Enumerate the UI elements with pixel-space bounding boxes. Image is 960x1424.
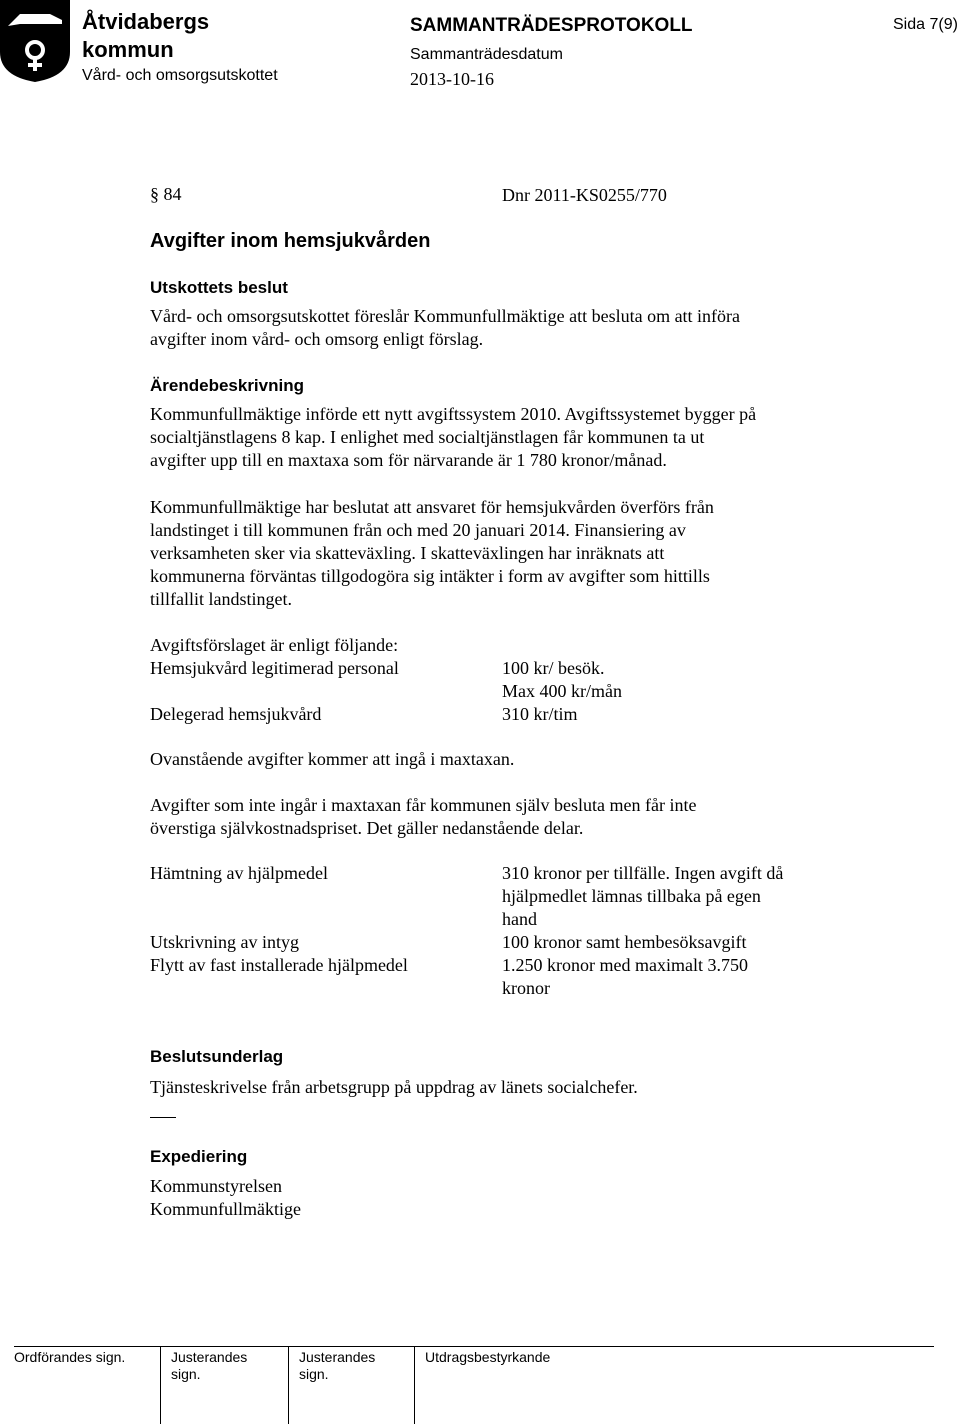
recipient: Kommunstyrelsen [150,1176,282,1196]
text-line: Kommunfullmäktige införde ett nytt avgiftssystem 2010. Avgiftssystemet bygger på [150,404,757,424]
document-title: SAMMANTRÄDESPROTOKOLL [410,15,693,36]
recipient-list [150,1175,850,1221]
maxtaxa-note: Ovanstående avgifter kommer att ingå i maxtaxan. [150,749,515,769]
paragraph-2 [150,496,850,611]
paragraph-3 [150,794,850,840]
signature-label-line2: sign. [171,1366,201,1382]
other-fee-value [502,862,842,931]
text-line: Kommunfullmäktige har beslutat att ansvaret för hemsjukvården överförs från [150,497,714,517]
fee-label: Hemsjukvård legitimerad personal [150,658,399,678]
divider [150,1117,176,1118]
heading-beslutsunderlag: Beslutsunderlag [150,1047,284,1066]
signature-label-line1: Justerandes [299,1349,376,1365]
meeting-date-label: Sammanträdesdatum [410,46,563,63]
page-number: Sida 7(9) [893,16,958,33]
department-name: Vård- och omsorgsutskottet [82,67,278,84]
fee-value-line: 100 kronor samt hembesöksavgift [502,932,747,952]
other-fee-label: Flytt av fast installerade hjälpmedel [150,955,408,975]
signature-box-chair [14,1346,160,1424]
signature-label-line1: Utdragsbestyrkande [425,1349,551,1365]
section-title: Avgifter inom hemsjukvården [150,230,431,252]
signature-box-adjuster-2 [288,1346,415,1424]
fee-value-line: kronor [502,978,550,998]
fee-value [502,657,842,703]
heading-arendebeskrivning: Ärendebeskrivning [150,376,304,395]
recipient: Kommunfullmäktige [150,1199,301,1219]
beslutsunderlag-text: Tjänsteskrivelse från arbetsgrupp på uppdrag av länets socialchefer. [150,1077,638,1097]
signature-label-line1: Justerandes [171,1349,248,1365]
text-line: Vård- och omsorgsutskottet föreslår Kommunfullmäktige att besluta om att införa [150,306,741,326]
section-number-value: 84 [163,184,182,204]
fee-value-line: 100 kr/ besök. [502,658,605,678]
text-line: landstinget i till kommunen från och med 20 januari 2014. Finansiering av [150,520,686,540]
text-line: kommunerna förväntas tillgodogöra sig intäkter i form av avgifter som hittills [150,566,710,586]
signature-label [161,1346,289,1383]
text-line: avgifter inom vård- och omsorg enligt förslag. [150,329,484,349]
fee-value [502,703,842,726]
decision-text [150,305,850,351]
fee-value-line: hand [502,909,537,929]
other-fee-label: Hämtning av hjälpmedel [150,863,328,883]
org-name-line2: kommun [82,37,174,62]
signature-box-adjuster-1 [160,1346,289,1424]
coat-of-arms-icon [0,0,70,82]
signature-box-certification [414,1346,935,1424]
paragraph-1 [150,403,850,472]
other-fee-value [502,954,842,1000]
text-line: Avgifter som inte ingår i maxtaxan får kommunen själv besluta men får inte [150,795,697,815]
proposal-intro: Avgiftsförslaget är enligt följande: [150,635,399,655]
heading-expediering: Expediering [150,1147,248,1166]
fee-value-line: 310 kr/tim [502,704,578,724]
signature-label-line2: sign. [299,1366,329,1382]
heading-utskottets-beslut: Utskottets beslut [150,278,288,297]
signature-label [415,1346,935,1366]
fee-value-line: 310 kronor per tillfälle. Ingen avgift då [502,863,784,883]
other-fee-label: Utskrivning av intyg [150,932,299,952]
fee-value-line: hjälpmedlet lämnas tillbaka på egen [502,886,761,906]
section-number: § 84 [150,184,182,204]
meeting-date-value: 2013-10-16 [410,69,494,89]
fee-value-line: 1.250 kronor med maximalt 3.750 [502,955,748,975]
diary-number: Dnr 2011-KS0255/770 [502,185,667,205]
text-line: socialtjänstlagens 8 kap. I enlighet med socialtjänstlagen får kommunen ta ut [150,427,705,447]
text-line: avgifter upp till en maxtaxa som för närvarande är 1 780 kronor/månad. [150,450,667,470]
org-name-line1: Åtvidabergs [82,9,210,34]
other-fee-value [502,931,842,954]
signature-label [14,1346,160,1366]
signature-label-line1: Ordförandes sign. [14,1349,126,1365]
fee-value-line: Max 400 kr/mån [502,681,622,701]
text-line: tillfallit landstinget. [150,589,292,609]
signature-label [289,1346,415,1383]
fee-label: Delegerad hemsjukvård [150,704,322,724]
text-line: verksamheten sker via skatteväxling. I skatteväxlingen har inräknats att [150,543,665,563]
text-line: överstiga självkostnadspriset. Det gäller nedanstående delar. [150,818,584,838]
